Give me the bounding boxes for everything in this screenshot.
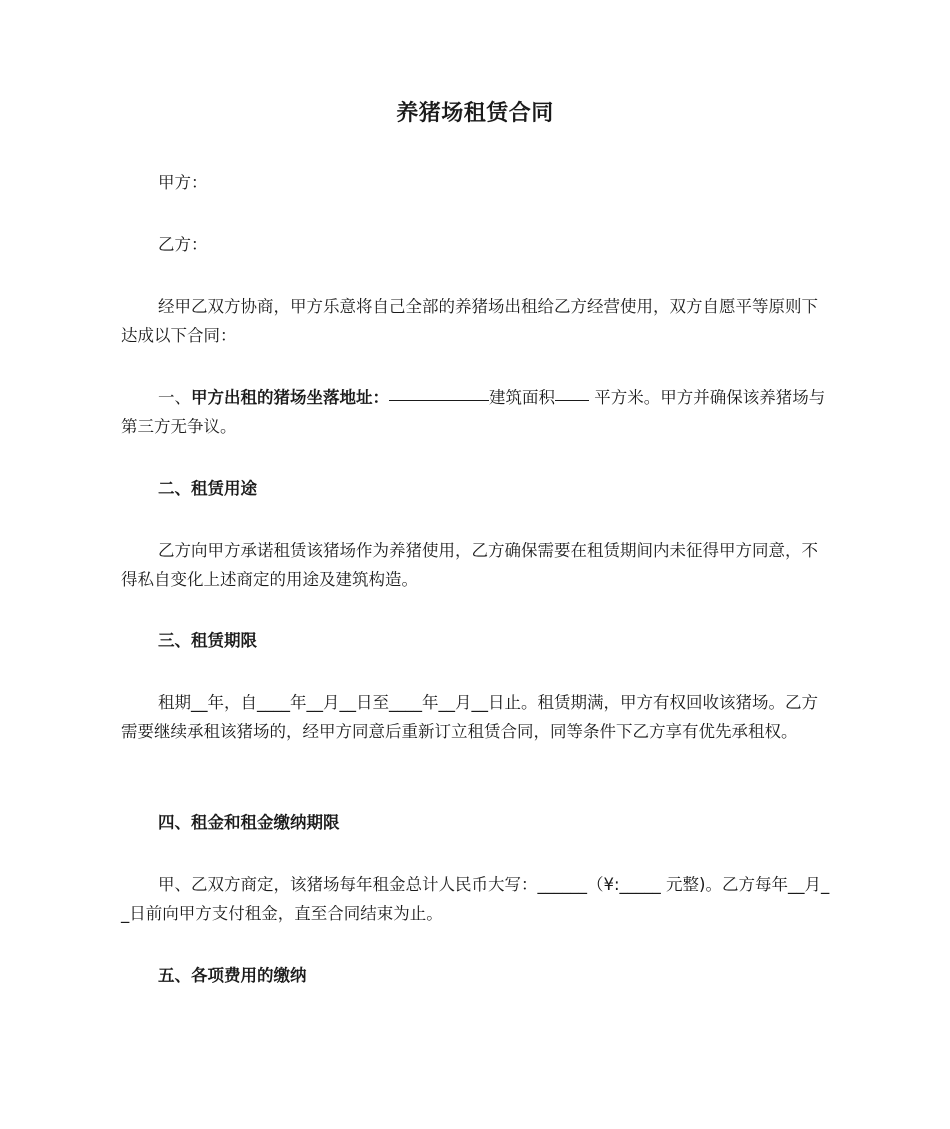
party-a-line: 甲方：: [158, 173, 208, 192]
section-2-heading: 二、租赁用途: [158, 479, 257, 498]
address-blank: [389, 399, 489, 401]
section-1-unit-text: 平方米。甲方并确保该养猪场与第三方无争议。: [121, 388, 826, 436]
document-title: 养猪场租赁合同: [396, 101, 554, 126]
party-b-line: 乙方：: [158, 235, 208, 254]
section-1-prefix: 一、: [158, 388, 191, 407]
section-2-body: 乙方向甲方承诺租赁该猪场作为养猪使用，乙方确保需要在租赁期间内未征得甲方同意，不得私自变化上述商定的用途及建筑构造。: [121, 541, 818, 589]
section-5-heading: 五、各项费用的缴纳: [158, 966, 307, 985]
area-blank: [555, 399, 589, 401]
section-4-heading: 四、租金和租金缴纳期限: [158, 813, 340, 832]
section-3-heading: 三、租赁期限: [158, 631, 257, 650]
section-1-heading: 甲方出租的猪场坐落地址：: [191, 388, 389, 407]
section-1-paragraph: [121, 383, 833, 441]
section-3-body: 租期__年，自____年__月__日至____年__月__日止。租赁期满，甲方有权回收该猪场。乙方需要继续承租该猪场的，经甲方同意后重新订立租赁合同，同等条件下乙方享有优先承租权。: [121, 693, 818, 741]
section-1-area-text: 建筑面积: [489, 388, 555, 407]
section-4-body: 甲、乙双方商定，该猪场每年租金总计人民币大写：______（¥:_____ 元整)。乙方每年__月__日前向甲方支付租金，直至合同结束为止。: [121, 875, 830, 923]
intro-paragraph: 经甲乙双方协商，甲方乐意将自己全部的养猪场出租给乙方经营使用，双方自愿平等原则下达成以下合同：: [121, 297, 818, 345]
